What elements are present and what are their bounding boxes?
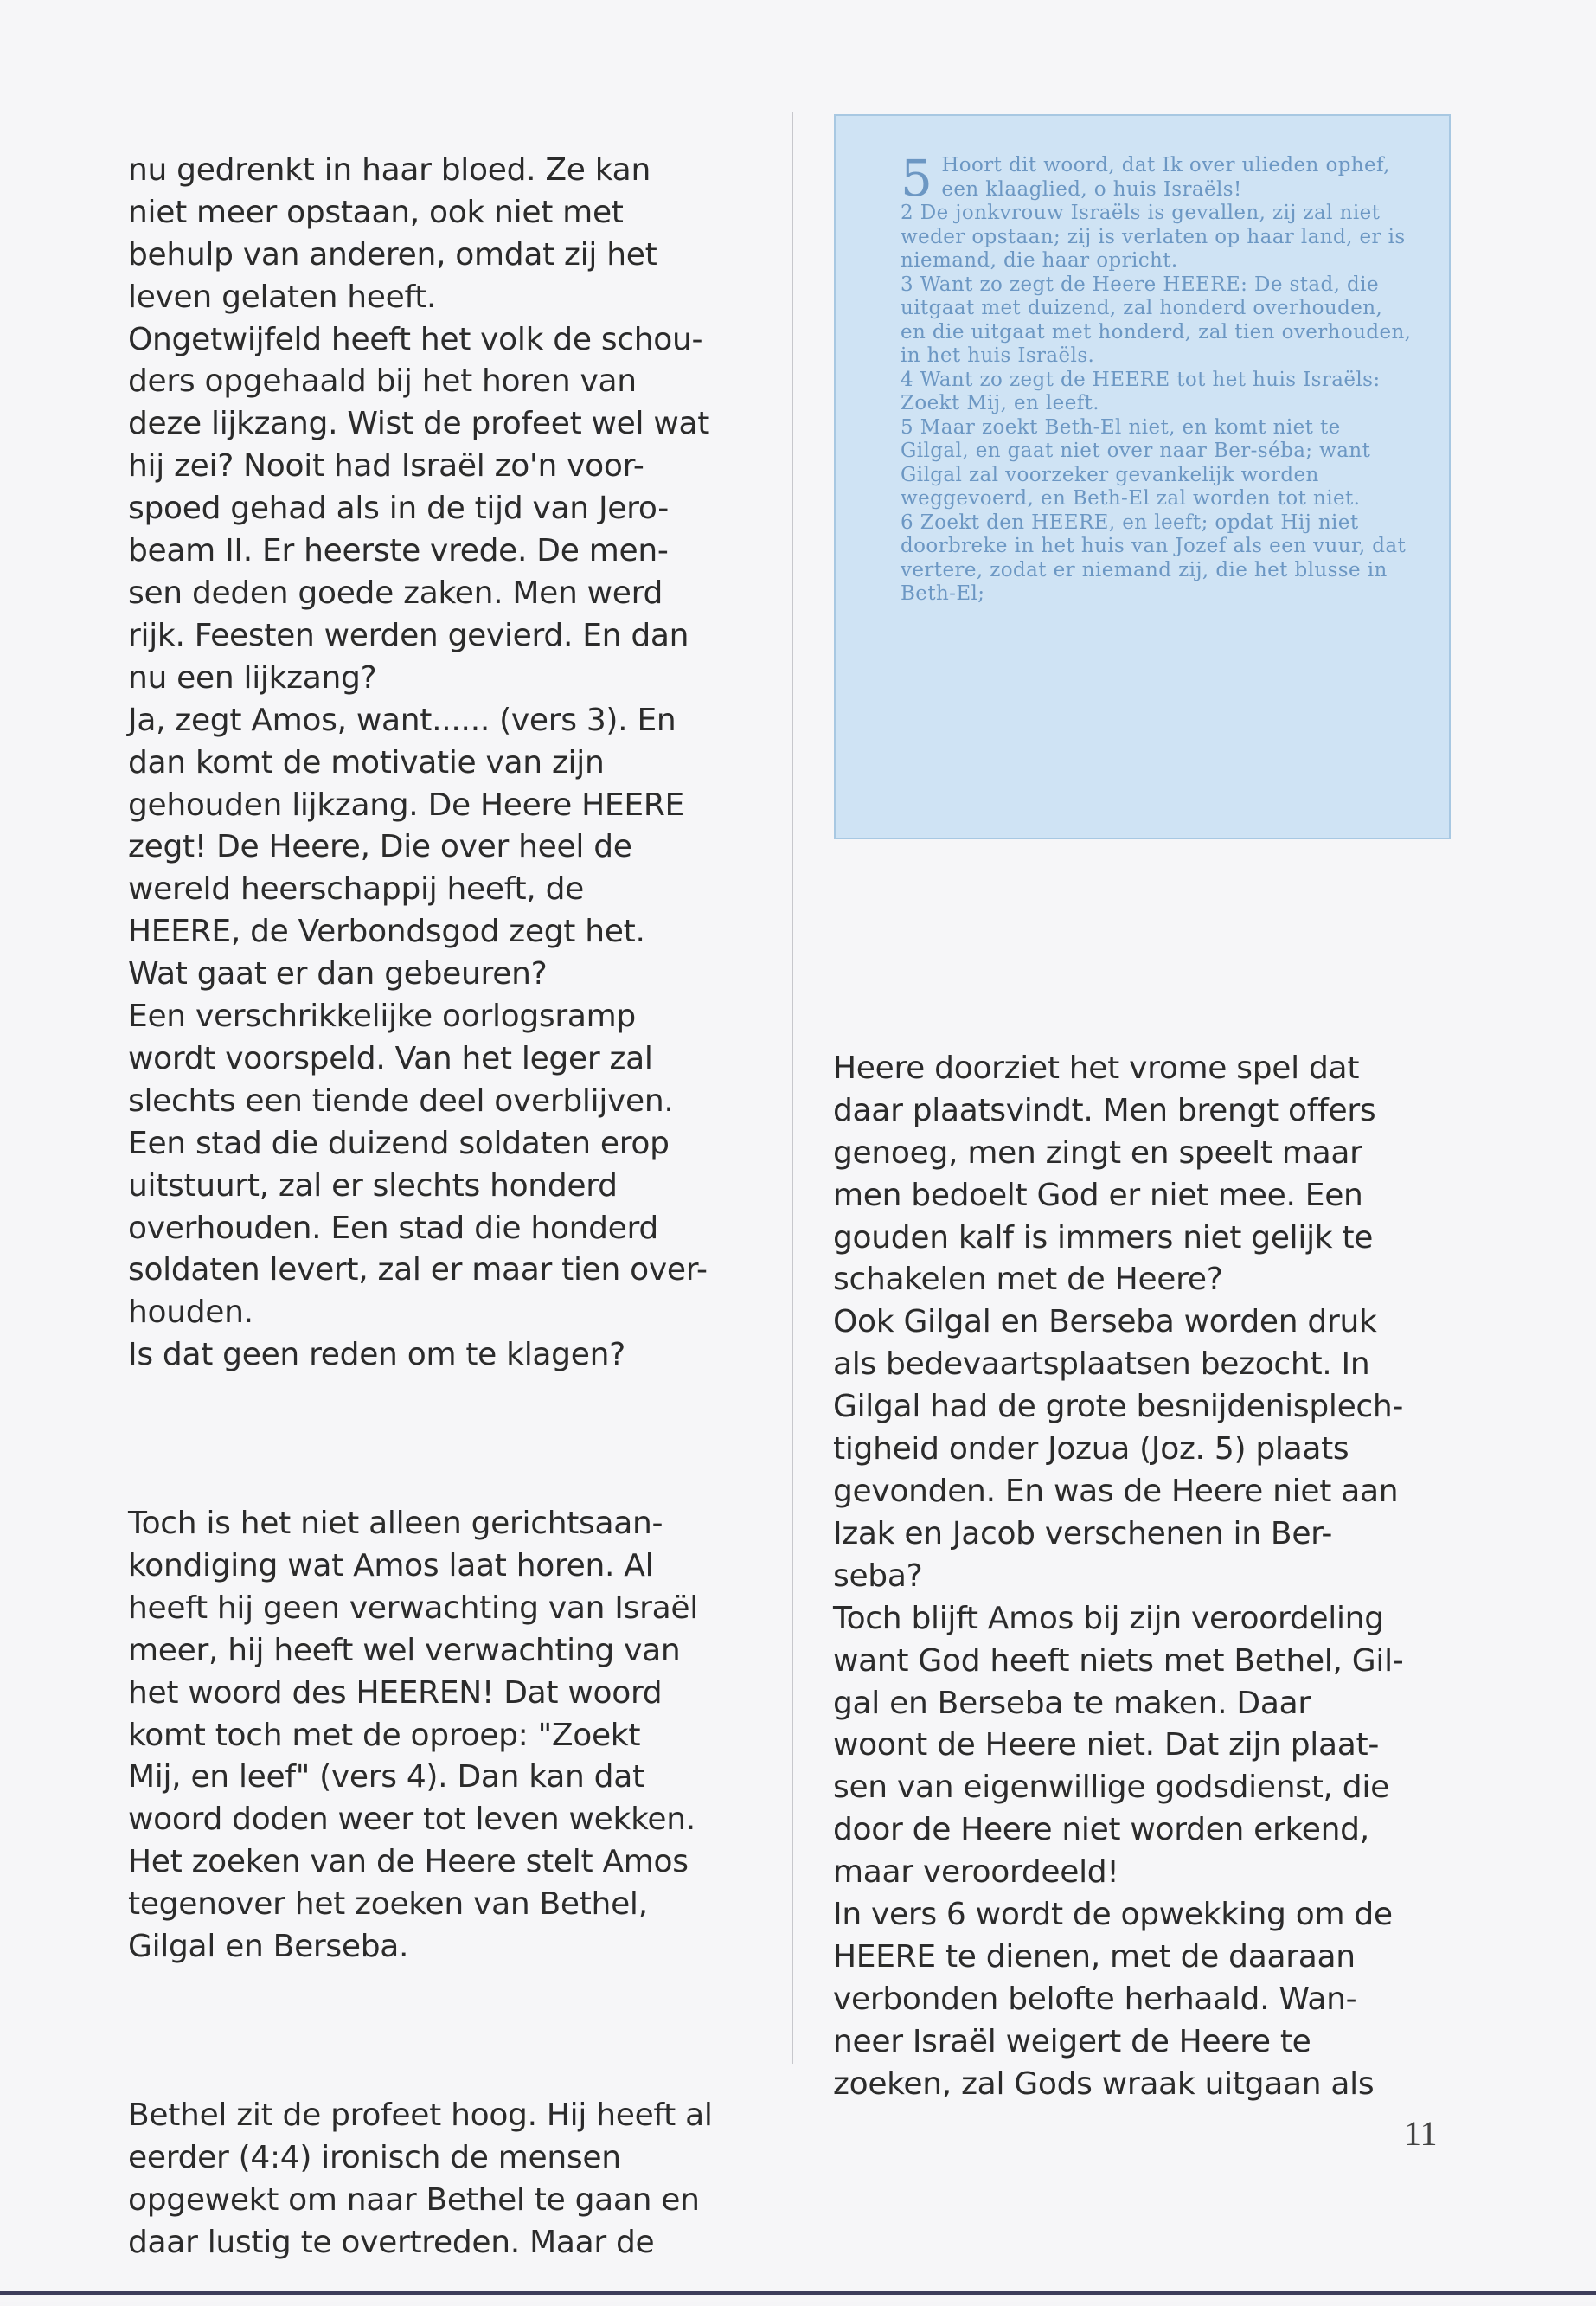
paragraph-gap	[128, 1419, 785, 1461]
column-divider	[792, 112, 793, 2064]
verse-3: 3 Want zo zegt de Heere HEERE: De stad, die uitgaat met duizend, zal honderd overhouden, en die uitgaat met honderd, zal tien overhouden, in het huis Israëls.	[901, 273, 1412, 367]
page-number: 11	[1404, 2114, 1438, 2153]
right-column-text: Heere doorziet het vrome spel dat daar plaatsvindt. Men brengt offers genoeg, men zingt en speelt maar men bedoelt God er niet mee. Een gouden kalf is immers niet gelijk te schakelen met de Heere? Ook Gilgal en Berseba worden druk als bedevaartsplaatsen bezocht. In Gilgal had de grote besnijdenisplech- tigheid onder Jozua (Joz. 5) plaats gevonden. En was de Heere niet aan Izak en Jacob verschenen in Ber- seba? Toch blijft Amos bij zijn veroordeling want God heeft niets met Bethel, Gil- gal en Berseba te maken. Daar woont de Heere niet. Dat zijn plaat- sen van eigenwillige godsdienst, die door de Heere niet worden erkend, maar veroordeeld! In vers 6 wordt de opwekking om de HEERE te dienen, met de daaraan verbonden belofte herhaald. Wan- neer Israël weigert de Heere te zoeken, zal Gods wraak uitgaan als	[833, 1050, 1404, 2102]
bottom-rule	[0, 2291, 1596, 2295]
paragraph-2: Toch is het niet alleen gerichtsaan- kondiging wat Amos laat horen. Al heeft hij geen verwachting van Israël meer, hij heeft wel verwachting van het woord des HEEREN! Dat woord komt toch met de oproep: "Zoekt Mij, en leef" (vers 4). Dan kan dat woord doden weer tot leven wekken. Het zoeken van de Heere stelt Amos tegenover het zoeken van Bethel, Gilgal en Berseba.	[128, 1506, 698, 1965]
verse-5: 5 Maar zoekt Beth-El niet, en komt niet te Gilgal, en gaat niet over naar Ber-séba; want Gilgal zal voorzeker gevankelijk worden weggevoerd, en Beth-El zal worden tot niet.	[901, 415, 1371, 510]
paragraph-gap	[128, 2011, 785, 2052]
paragraph-3: Bethel zit de profeet hoog. Hij heeft al eerder (4:4) ironisch de mensen opgewekt om naar Bethel te gaan en daar lustig te overtreden. Maar de	[128, 2097, 713, 2260]
chapter-number: 5	[901, 149, 933, 208]
verse-4: 4 Want zo zegt de HEERE tot het huis Israëls: Zoekt Mij, en leeft.	[901, 368, 1381, 414]
verse-1: Hoort dit woord, dat Ik over ulieden ophef, een klaaglied, o huis Israëls!	[941, 154, 1390, 201]
right-column	[833, 1005, 1439, 2148]
paragraph-1: nu gedrenkt in haar bloed. Ze kan niet meer opstaan, ook niet met behulp van anderen, omdat zij het leven gelaten heeft. Ongetwijfeld heeft het volk de schou- ders opgehaald bij het horen van deze lijkzang. Wist de profeet wel wat hij zei? Nooit had Israël zo'n voor- spoed gehad als in de tijd van Jero- beam II. Er heerste vrede. De men- sen deden goede zaken. Men werd rijk. Feesten werden gevierd. En dan nu een lijkzang? Ja, zegt Amos, want...... (vers 3). En dan komt de motivatie van zijn gehouden lijkzang. De Heere HEERE zegt! De Heere, Die over heel de wereld heerschappij heeft, de HEERE, de Verbondsgod zegt het. Wat gaat er dan gebeuren? Een verschrikkelijke oorlogsramp wordt voorspeld. Van het leger zal slechts een tiende deel overblijven. Een stad die duizend soldaten erop uitstuurt, zal er slechts honderd overhouden. Een stad die honderd soldaten levert, zal er maar tien over- houden. Is dat geen reden om te klagen?	[128, 151, 710, 1373]
left-column	[128, 107, 785, 2306]
verse-6: 6 Zoekt den HEERE, en leeft; opdat Hij niet doorbreke in het huis van Jozef als een vuur, dat vertere, zodat er niemand zij, die het blusse in Beth-El;	[901, 511, 1407, 605]
verse-2: 2 De jonkvrouw Israëls is gevallen, zij zal niet weder opstaan; zij is verlaten op haar land, er is niemand, die haar opricht.	[901, 202, 1406, 272]
bible-quote-box	[834, 114, 1451, 839]
